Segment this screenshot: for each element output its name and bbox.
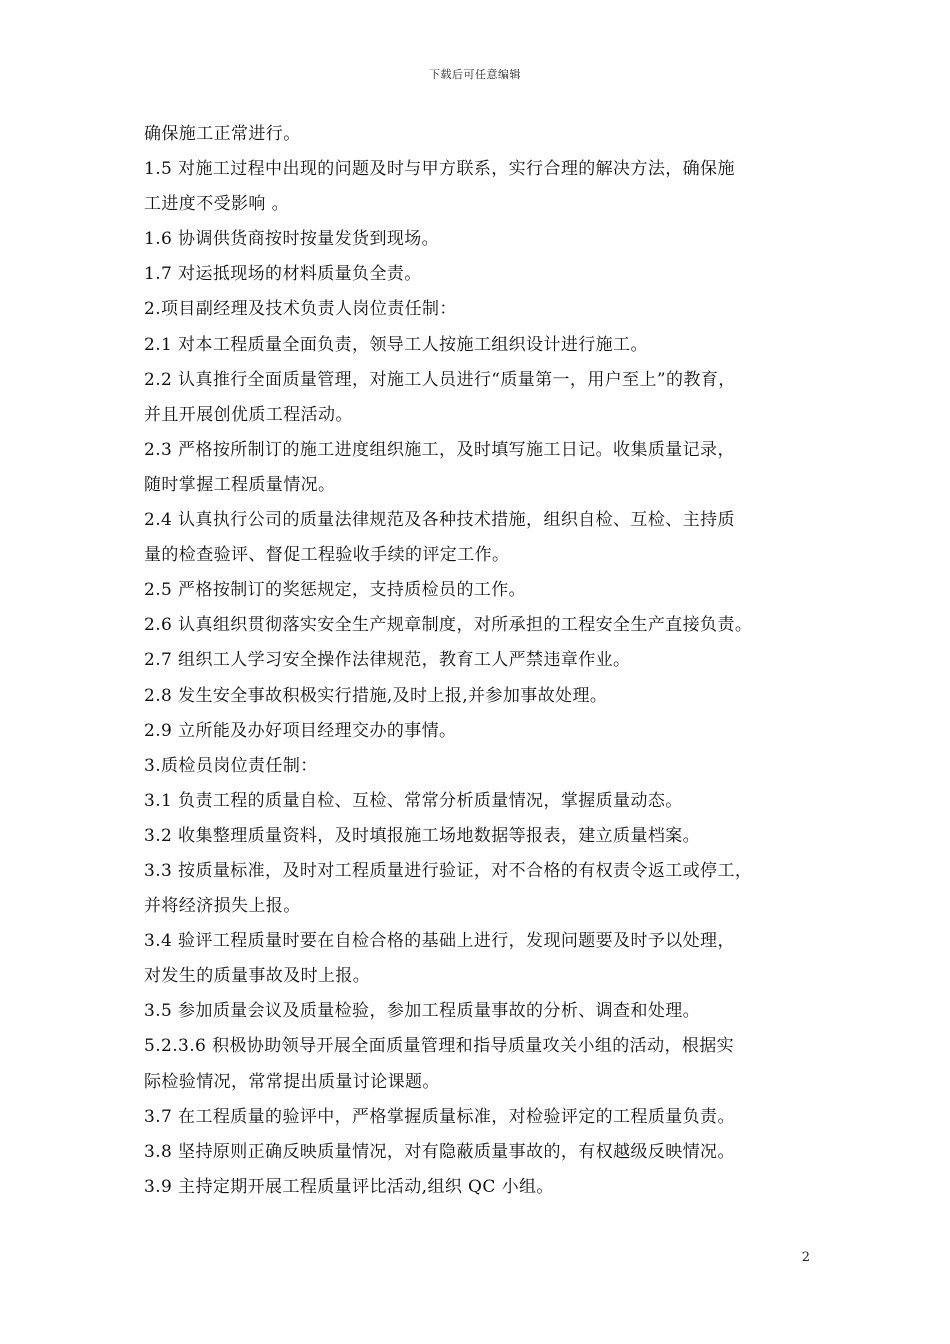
text-line: 3.2 收集整理质量资料，及时填报施工场地数据等报表，建立质量档案。 bbox=[144, 825, 701, 846]
text-line: 3.9 主持定期开展工程质量评比活动,组织 QC 小组。 bbox=[144, 1176, 554, 1197]
text-line: 5.2.3.6 积极协助领导开展全面质量管理和指导质量攻关小组的活动，根据实 bbox=[144, 1036, 735, 1057]
text-line: 量的检查验评、督促工程验收手续的评定工作。 bbox=[144, 545, 510, 566]
text-line: 2.1 对本工程质量全面负责，领导工人按施工组织设计进行施工。 bbox=[144, 334, 648, 355]
text-line: 1.6 协调供货商按时按量发货到现场。 bbox=[144, 229, 440, 250]
page-header: 下载后可任意编辑 bbox=[429, 68, 521, 81]
text-line: 3.4 验评工程质量时要在自检合格的基础上进行，发现问题要及时予以处理， bbox=[144, 931, 735, 952]
text-line: 对发生的质量事故及时上报。 bbox=[144, 966, 371, 987]
text-line: 2.7 组织工人学习安全操作法律规范，教育工人严禁违章作业。 bbox=[144, 650, 631, 671]
document-body bbox=[144, 117, 814, 1205]
section-heading: 2.项目副经理及技术负责人岗位责任制： bbox=[144, 299, 457, 320]
text-line: 1.7 对运抵现场的材料质量负全责。 bbox=[144, 264, 422, 285]
text-line: 际检验情况，常常提出质量讨论课题。 bbox=[144, 1071, 440, 1092]
text-line: 3.5 参加质量会议及质量检验，参加工程质量事故的分析、调查和处理。 bbox=[144, 1001, 701, 1022]
text-line: 确保施工正常进行。 bbox=[144, 124, 301, 144]
text-line: 2.4 认真执行公司的质量法律规范及各种技术措施，组织自检、互检、主持质 bbox=[144, 510, 735, 531]
text-line: 随时掌握工程质量情况。 bbox=[144, 474, 336, 495]
text-line: 并将经济损失上报。 bbox=[144, 896, 301, 917]
text-line: 2.2 认真推行全面质量管理，对施工人员进行“质量第一，用户至上”的教育， bbox=[144, 369, 736, 390]
text-line: 3.1 负责工程的质量自检、互检、常常分析质量情况，掌握质量动态。 bbox=[144, 790, 683, 811]
text-line: 3.7 在工程质量的验评中，严格掌握质量标准，对检验评定的工程质量负责。 bbox=[144, 1106, 735, 1127]
text-line: 3.8 坚持原则正确反映质量情况，对有隐蔽质量事故的，有权越级反映情况。 bbox=[144, 1141, 735, 1162]
text-line: 3.3 按质量标准，及时对工程质量进行验证，对不合格的有权责令返工或停工， bbox=[144, 860, 753, 881]
text-line: 2.9 立所能及办好项目经理交办的事情。 bbox=[144, 720, 457, 741]
section-heading: 3.质检员岗位责任制： bbox=[144, 755, 318, 776]
text-line: 工进度不受影响 。 bbox=[144, 194, 290, 215]
page-number: 2 bbox=[801, 1250, 810, 1265]
text-line: 并且开展创优质工程活动。 bbox=[144, 404, 353, 425]
text-line: 2.8 发生安全事故积极实行措施,及时上报,并参加事故处理。 bbox=[144, 685, 608, 706]
text-line: 2.3 严格按所制订的施工进度组织施工，及时填写施工日记。收集质量记录， bbox=[144, 439, 735, 460]
text-line: 1.5 对施工过程中出现的问题及时与甲方联系，实行合理的解决方法，确保施 bbox=[144, 159, 735, 180]
text-line: 2.5 严格按制订的奖惩规定，支持质检员的工作。 bbox=[144, 580, 527, 601]
text-line: 2.6 认真组织贯彻落实安全生产规章制度，对所承担的工程安全生产直接负责。 bbox=[144, 615, 753, 636]
